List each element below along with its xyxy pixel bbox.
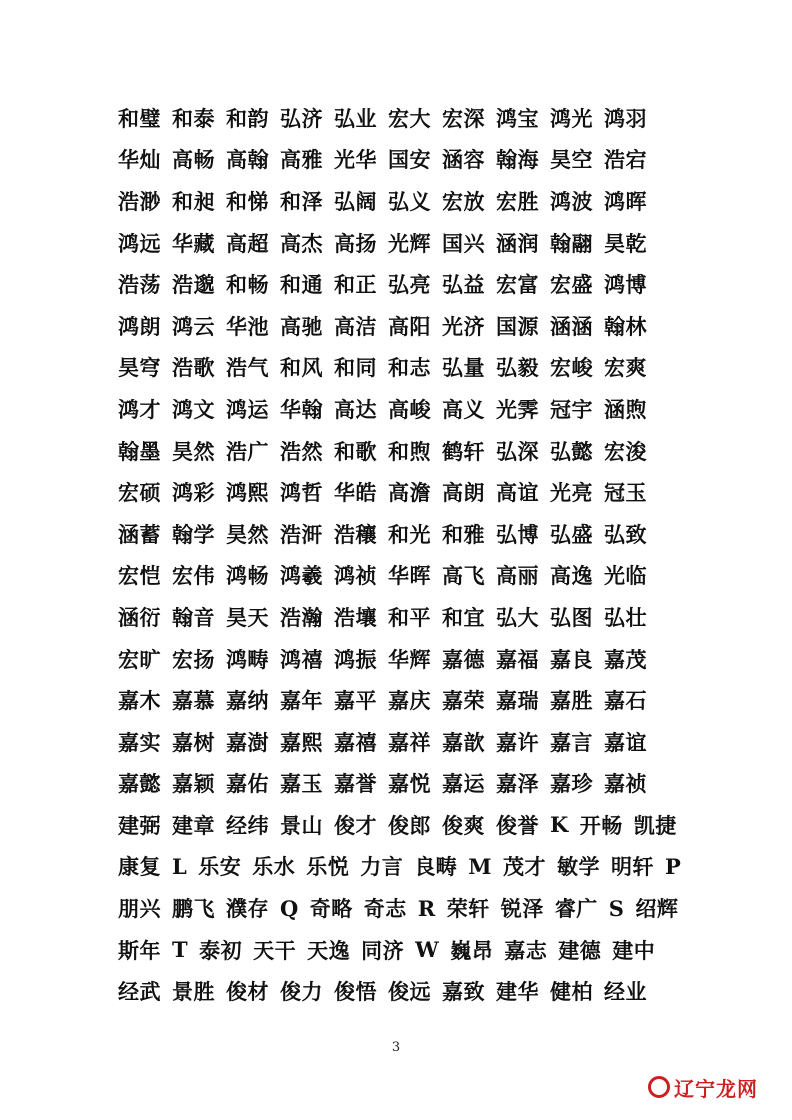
name-token: 俊才 [334, 812, 377, 838]
name-token: 俊爽 [442, 812, 485, 838]
name-token: 乐安 [198, 854, 242, 880]
name-token: 嘉良 [550, 646, 593, 672]
name-token: 乐水 [252, 854, 296, 880]
name-token: 嘉歆 [442, 729, 485, 755]
name-token: 嘉悦 [388, 771, 431, 797]
name-row [118, 347, 678, 389]
name-row [118, 388, 678, 430]
name-token: 嘉泽 [496, 771, 539, 797]
name-token: 宏旷 [118, 646, 161, 672]
name-token: 弘济 [280, 105, 323, 131]
name-token: 泰初 [199, 937, 243, 963]
name-token: 和煦 [388, 438, 431, 464]
name-token: 和畅 [226, 272, 269, 298]
name-token: 宏爽 [604, 355, 647, 381]
name-token: 昊然 [226, 521, 269, 547]
name-token: 绍辉 [635, 896, 679, 922]
name-token: 高澹 [388, 480, 431, 506]
name-token: 翰学 [172, 521, 215, 547]
name-token: 俊材 [226, 979, 269, 1005]
name-token: 高逸 [550, 563, 593, 589]
name-token: W [415, 937, 440, 963]
name-token: 嘉福 [496, 646, 539, 672]
name-token: 嘉谊 [604, 729, 647, 755]
name-token: 弘致 [604, 521, 647, 547]
name-token: 和泰 [172, 105, 215, 131]
name-token: 光辉 [388, 230, 431, 256]
name-token: 鹏飞 [172, 896, 215, 922]
name-row [118, 139, 678, 181]
name-token: 锐泽 [500, 896, 544, 922]
name-token: 高飞 [442, 563, 485, 589]
name-token: 嘉木 [118, 688, 161, 714]
name-token: 宏扬 [172, 646, 215, 672]
name-token: 高雅 [280, 147, 323, 173]
name-token: 国兴 [442, 230, 485, 256]
name-token: 嘉平 [334, 688, 377, 714]
name-row [118, 180, 678, 222]
name-token: 和雅 [442, 521, 485, 547]
name-token: 浩渺 [118, 188, 161, 214]
name-token: 和泽 [280, 188, 323, 214]
name-token: 康复 [118, 854, 161, 880]
name-token: 翰海 [496, 147, 539, 173]
name-list [118, 97, 682, 1012]
name-token: 弘业 [334, 105, 377, 131]
name-token: 华皓 [334, 480, 377, 506]
name-row [118, 513, 678, 555]
name-token: 嘉志 [504, 937, 548, 963]
name-token: 嘉致 [442, 979, 485, 1005]
name-token: 弘亮 [388, 272, 431, 298]
name-token: 巍昂 [450, 937, 494, 963]
name-token: 鸿云 [172, 313, 215, 339]
name-token: 建华 [496, 979, 539, 1005]
name-token: T [172, 937, 189, 963]
name-token: 力言 [360, 854, 404, 880]
name-token: 建德 [558, 937, 602, 963]
name-token: 高朗 [442, 480, 485, 506]
name-token: 鸿羲 [280, 563, 323, 589]
name-token: 宏伟 [172, 563, 215, 589]
name-token: S [608, 895, 625, 921]
name-token: 嘉祯 [604, 771, 647, 797]
name-token: 浩涆 [280, 521, 323, 547]
name-row [118, 679, 678, 721]
name-row [118, 929, 678, 971]
name-token: 同济 [361, 937, 405, 963]
name-token: 嘉庆 [388, 688, 431, 714]
name-token: 嘉澍 [226, 729, 269, 755]
name-token: 嘉懿 [118, 771, 161, 797]
name-token: 俊悟 [334, 979, 377, 1005]
name-token: 宏盛 [550, 272, 593, 298]
name-token: 弘义 [388, 188, 431, 214]
name-token: 和悌 [226, 188, 269, 214]
name-token: 宏深 [442, 105, 485, 131]
name-token: 良畴 [414, 854, 458, 880]
name-token: 浩广 [226, 438, 269, 464]
name-token: 冠宇 [550, 396, 593, 422]
name-token: 鹤轩 [442, 438, 485, 464]
name-token: P [665, 853, 682, 879]
name-token: 弘大 [496, 604, 539, 630]
name-token: 华池 [226, 313, 269, 339]
name-token: 浩宕 [604, 147, 647, 173]
name-token: 弘量 [442, 355, 485, 381]
name-token: 浩歌 [172, 355, 215, 381]
name-token: 宏胜 [496, 188, 539, 214]
watermark [648, 1070, 758, 1104]
name-token: 嘉纳 [226, 688, 269, 714]
name-token: 昊穹 [118, 355, 161, 381]
name-row [118, 596, 678, 638]
name-row [118, 721, 678, 763]
name-token: 翰林 [604, 313, 647, 339]
name-token: 鸿哲 [280, 480, 323, 506]
name-token: 嘉佑 [226, 771, 269, 797]
name-token: 鸿宝 [496, 105, 539, 131]
name-token: 嘉胜 [550, 688, 593, 714]
name-token: 宏峻 [550, 355, 593, 381]
name-token: 鸿光 [550, 105, 593, 131]
name-token: 高洁 [334, 313, 377, 339]
name-token: 弘图 [550, 604, 593, 630]
name-token: 敏学 [557, 854, 601, 880]
name-token: 弘博 [496, 521, 539, 547]
name-token: 高义 [442, 396, 485, 422]
name-token: 冠玉 [604, 480, 647, 506]
name-token: 嘉瑞 [496, 688, 539, 714]
name-token: 鸿才 [118, 396, 161, 422]
name-token: 明轩 [611, 854, 655, 880]
name-token: 高畅 [172, 147, 215, 173]
name-token: 经纬 [226, 812, 269, 838]
name-token: 高谊 [496, 480, 539, 506]
name-token: 华翰 [280, 396, 323, 422]
name-token: 弘盛 [550, 521, 593, 547]
name-token: 和璧 [118, 105, 161, 131]
name-token: 俊力 [280, 979, 323, 1005]
name-token: 翰音 [172, 604, 215, 630]
name-token: 鸿彩 [172, 480, 215, 506]
name-token: 嘉树 [172, 729, 215, 755]
name-row [118, 555, 678, 597]
name-token: 浩壤 [334, 604, 377, 630]
name-token: 宏恺 [118, 563, 161, 589]
name-token: 睿广 [554, 896, 598, 922]
name-token: 弘阔 [334, 188, 377, 214]
name-token: 高阳 [388, 313, 431, 339]
name-token: 涵煦 [604, 396, 647, 422]
name-token: 涵蓄 [118, 521, 161, 547]
name-token: 俊誉 [496, 812, 539, 838]
name-token: 鸿禧 [280, 646, 323, 672]
name-row [118, 305, 678, 347]
name-token: 嘉荣 [442, 688, 485, 714]
name-token: 建弼 [118, 812, 161, 838]
name-token: 高超 [226, 230, 269, 256]
name-token: 浩气 [226, 355, 269, 381]
name-token: 宏浚 [604, 438, 647, 464]
name-row [118, 263, 678, 305]
name-token: 高翰 [226, 147, 269, 173]
name-token: 高峻 [388, 396, 431, 422]
name-token: 高达 [334, 396, 377, 422]
name-token: 宏富 [496, 272, 539, 298]
name-token: 浩邈 [172, 272, 215, 298]
name-token: 和光 [388, 521, 431, 547]
name-row [118, 804, 678, 846]
name-token: 景山 [280, 812, 323, 838]
name-token: 浩然 [280, 438, 323, 464]
logo-circle-icon [648, 1076, 670, 1098]
name-token: 弘毅 [496, 355, 539, 381]
name-token: 嘉珍 [550, 771, 593, 797]
name-token: 濮存 [226, 896, 269, 922]
name-token: Q [280, 895, 299, 921]
name-token: 涵容 [442, 147, 485, 173]
name-token: 凯捷 [633, 812, 677, 838]
name-token: 天逸 [307, 937, 351, 963]
name-token: 浩瀚 [280, 604, 323, 630]
name-token: 嘉玉 [280, 771, 323, 797]
name-token: 嘉慕 [172, 688, 215, 714]
name-token: 茂才 [503, 854, 547, 880]
name-token: 涵润 [496, 230, 539, 256]
name-token: 昊空 [550, 147, 593, 173]
name-token: 光亮 [550, 480, 593, 506]
name-token: 和风 [280, 355, 323, 381]
name-token: 宏放 [442, 188, 485, 214]
name-token: 乐悦 [306, 854, 350, 880]
name-token: 建中 [612, 937, 656, 963]
name-row [118, 471, 678, 513]
name-token: 嘉祥 [388, 729, 431, 755]
page-number: 3 [391, 1040, 401, 1055]
name-token: 朋兴 [118, 896, 161, 922]
name-token: 高杰 [280, 230, 323, 256]
name-token: 鸿振 [334, 646, 377, 672]
name-token: 华晖 [388, 563, 431, 589]
name-token: 鸿博 [604, 272, 647, 298]
name-row [118, 970, 678, 1012]
name-token: 鸿畅 [226, 563, 269, 589]
name-token: 和宜 [442, 604, 485, 630]
name-row [118, 430, 678, 472]
name-token: 经业 [604, 979, 647, 1005]
name-row [118, 846, 682, 888]
name-token: 昊乾 [604, 230, 647, 256]
name-token: L [172, 853, 188, 879]
name-token: 鸿羽 [604, 105, 647, 131]
name-token: 光霁 [496, 396, 539, 422]
name-token: 嘉熙 [280, 729, 323, 755]
name-token: 和歌 [334, 438, 377, 464]
name-token: 光华 [334, 147, 377, 173]
name-token: 华灿 [118, 147, 161, 173]
name-token: 嘉茂 [604, 646, 647, 672]
name-token: 荣轩 [446, 896, 490, 922]
name-token: K [550, 812, 569, 838]
name-token: R [417, 895, 436, 921]
name-token: 嘉德 [442, 646, 485, 672]
name-row [118, 222, 678, 264]
name-token: 宏硕 [118, 480, 161, 506]
name-token: 宏大 [388, 105, 431, 131]
name-token: 鸿朗 [118, 313, 161, 339]
name-token: 国源 [496, 313, 539, 339]
name-token: 和通 [280, 272, 323, 298]
watermark-text: 辽宁龙网 [674, 1076, 758, 1101]
name-token: 昊天 [226, 604, 269, 630]
name-token: 和韵 [226, 105, 269, 131]
name-token: 翰墨 [118, 438, 161, 464]
name-token: 嘉运 [442, 771, 485, 797]
name-token: 和平 [388, 604, 431, 630]
name-token: 鸿运 [226, 396, 269, 422]
name-token: 高扬 [334, 230, 377, 256]
name-token: 弘懿 [550, 438, 593, 464]
name-token: 鸿熙 [226, 480, 269, 506]
name-token: 鸿文 [172, 396, 215, 422]
name-token: 高丽 [496, 563, 539, 589]
name-row [118, 887, 678, 929]
name-token: 华藏 [172, 230, 215, 256]
name-token: 浩穰 [334, 521, 377, 547]
name-token: 昊然 [172, 438, 215, 464]
name-row [118, 97, 678, 139]
name-token: 弘益 [442, 272, 485, 298]
name-token: 和志 [388, 355, 431, 381]
name-token: 嘉实 [118, 729, 161, 755]
name-token: 嘉誉 [334, 771, 377, 797]
name-token: 弘壮 [604, 604, 647, 630]
name-token: 嘉禧 [334, 729, 377, 755]
name-token: 光济 [442, 313, 485, 339]
name-token: 俊远 [388, 979, 431, 1005]
name-token: 嘉许 [496, 729, 539, 755]
name-token: 嘉石 [604, 688, 647, 714]
name-token: 鸿畴 [226, 646, 269, 672]
name-token: 国安 [388, 147, 431, 173]
name-token: 鸿波 [550, 188, 593, 214]
name-token: 景胜 [172, 979, 215, 1005]
name-token: 俊郎 [388, 812, 431, 838]
name-token: 涵涵 [550, 313, 593, 339]
name-token: 鸿远 [118, 230, 161, 256]
name-row [118, 638, 678, 680]
name-token: 翰翮 [550, 230, 593, 256]
name-token: 开畅 [579, 812, 623, 838]
name-token: 鸿晖 [604, 188, 647, 214]
name-token: 弘深 [496, 438, 539, 464]
name-token: M [468, 853, 493, 879]
name-token: 健柏 [550, 979, 593, 1005]
name-token: 斯年 [118, 937, 161, 963]
name-token: 建章 [172, 812, 215, 838]
name-row [118, 763, 678, 805]
name-token: 和同 [334, 355, 377, 381]
name-token: 和昶 [172, 188, 215, 214]
name-token: 奇略 [309, 896, 353, 922]
name-token: 天干 [253, 937, 297, 963]
name-token: 鸿祯 [334, 563, 377, 589]
name-token: 奇志 [363, 896, 407, 922]
name-token: 经武 [118, 979, 161, 1005]
name-token: 华辉 [388, 646, 431, 672]
name-token: 浩荡 [118, 272, 161, 298]
name-token: 涵衍 [118, 604, 161, 630]
name-token: 和正 [334, 272, 377, 298]
name-token: 嘉言 [550, 729, 593, 755]
name-token: 嘉年 [280, 688, 323, 714]
name-token: 光临 [604, 563, 647, 589]
name-token: 高驰 [280, 313, 323, 339]
name-token: 嘉颖 [172, 771, 215, 797]
